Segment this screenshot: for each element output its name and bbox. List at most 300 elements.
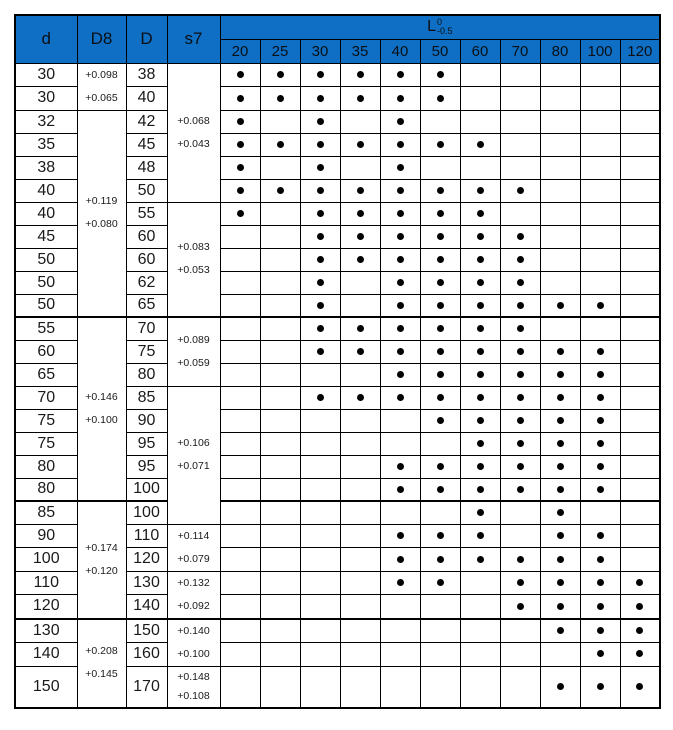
- availability-cell: [540, 87, 580, 111]
- s7-lower-tolerance: +0.092: [177, 599, 210, 612]
- availability-cell: [580, 524, 620, 548]
- availability-cell: [420, 340, 460, 363]
- availability-cell: [620, 571, 660, 595]
- availability-dot-icon: [237, 95, 244, 102]
- availability-dot-icon: [517, 463, 524, 470]
- D-value: 100: [126, 478, 167, 501]
- availability-cell: [620, 271, 660, 294]
- availability-dot-icon: [277, 71, 284, 78]
- availability-cell: [500, 501, 540, 524]
- availability-cell: [220, 571, 260, 595]
- s7-lower-tolerance: +0.108: [177, 689, 210, 702]
- availability-cell: [300, 225, 340, 248]
- availability-cell: [580, 409, 620, 432]
- availability-cell: [300, 271, 340, 294]
- availability-cell: [300, 133, 340, 156]
- availability-cell: [460, 455, 500, 478]
- d8-tolerance: [77, 619, 126, 709]
- availability-cell: [380, 501, 420, 524]
- s7-tolerance: [167, 524, 220, 571]
- availability-cell: [540, 179, 580, 202]
- availability-cell: [620, 548, 660, 572]
- availability-dot-icon: [557, 371, 564, 378]
- availability-cell: [220, 595, 260, 619]
- availability-cell: [220, 225, 260, 248]
- availability-dot-icon: [277, 187, 284, 194]
- availability-dot-icon: [477, 210, 484, 217]
- availability-dot-icon: [437, 325, 444, 332]
- table-row: [15, 110, 660, 133]
- d-value: 30: [15, 87, 77, 111]
- availability-cell: [380, 340, 420, 363]
- availability-dot-icon: [437, 556, 444, 563]
- availability-dot-icon: [557, 486, 564, 493]
- table-row: [15, 63, 660, 87]
- D-value: 40: [126, 87, 167, 111]
- d-value: 75: [15, 432, 77, 455]
- availability-cell: [340, 619, 380, 643]
- availability-dot-icon: [597, 579, 604, 586]
- s7-upper-tolerance: +0.114: [177, 529, 210, 542]
- availability-cell: [620, 386, 660, 409]
- availability-dot-icon: [437, 233, 444, 240]
- D-value: 85: [126, 386, 167, 409]
- D-value: 110: [126, 524, 167, 548]
- availability-dot-icon: [597, 302, 604, 309]
- availability-cell: [620, 340, 660, 363]
- availability-dot-icon: [397, 95, 404, 102]
- availability-cell: [420, 156, 460, 179]
- availability-cell: [500, 524, 540, 548]
- availability-dot-icon: [397, 118, 404, 125]
- availability-cell: [220, 156, 260, 179]
- s7-lower-tolerance: +0.071: [177, 460, 210, 472]
- availability-cell: [220, 63, 260, 87]
- availability-cell: [220, 619, 260, 643]
- s7-tolerance: [167, 317, 220, 386]
- D-value: 45: [126, 133, 167, 156]
- availability-cell: [500, 455, 540, 478]
- availability-dot-icon: [557, 440, 564, 447]
- availability-cell: [540, 386, 580, 409]
- availability-cell: [500, 225, 540, 248]
- availability-cell: [340, 595, 380, 619]
- availability-cell: [300, 548, 340, 572]
- d-value: 55: [15, 317, 77, 340]
- D-value: 150: [126, 619, 167, 643]
- availability-cell: [540, 133, 580, 156]
- availability-cell: [500, 478, 540, 501]
- availability-dot-icon: [237, 118, 244, 125]
- availability-dot-icon: [357, 95, 364, 102]
- availability-cell: [260, 87, 300, 111]
- availability-dot-icon: [477, 486, 484, 493]
- availability-cell: [380, 455, 420, 478]
- availability-cell: [380, 133, 420, 156]
- s7-lower-tolerance: +0.100: [177, 647, 210, 660]
- d-value: 140: [15, 642, 77, 666]
- availability-cell: [500, 548, 540, 572]
- availability-cell: [260, 363, 300, 386]
- availability-cell: [620, 87, 660, 111]
- availability-cell: [220, 87, 260, 111]
- col-header-length-60: 60: [460, 39, 500, 63]
- availability-dot-icon: [437, 71, 444, 78]
- d8-tolerance: [77, 501, 126, 619]
- availability-cell: [580, 548, 620, 572]
- availability-cell: [260, 501, 300, 524]
- availability-cell: [380, 156, 420, 179]
- availability-dot-icon: [397, 532, 404, 539]
- availability-cell: [260, 179, 300, 202]
- availability-cell: [340, 87, 380, 111]
- availability-cell: [260, 619, 300, 643]
- d-value: 30: [15, 63, 77, 87]
- availability-dot-icon: [557, 603, 564, 610]
- table-row: [15, 501, 660, 524]
- availability-cell: [540, 363, 580, 386]
- availability-dot-icon: [597, 627, 604, 634]
- d8-lower-tolerance: +0.100: [85, 414, 118, 426]
- availability-cell: [300, 595, 340, 619]
- D-value: 62: [126, 271, 167, 294]
- parts-table: [14, 14, 661, 709]
- availability-cell: [580, 432, 620, 455]
- availability-cell: [580, 595, 620, 619]
- availability-dot-icon: [437, 256, 444, 263]
- availability-cell: [220, 133, 260, 156]
- d8-upper-tolerance: +0.146: [85, 391, 118, 403]
- availability-cell: [460, 595, 500, 619]
- availability-dot-icon: [357, 256, 364, 263]
- availability-dot-icon: [517, 302, 524, 309]
- availability-dot-icon: [357, 348, 364, 355]
- availability-dot-icon: [557, 579, 564, 586]
- d8-upper-tolerance: +0.119: [85, 195, 118, 208]
- D-value: 48: [126, 156, 167, 179]
- availability-cell: [580, 455, 620, 478]
- availability-cell: [460, 642, 500, 666]
- d-value: 150: [15, 666, 77, 708]
- col-header-length-70: 70: [500, 39, 540, 63]
- availability-dot-icon: [557, 509, 564, 516]
- availability-cell: [220, 340, 260, 363]
- availability-dot-icon: [517, 187, 524, 194]
- availability-dot-icon: [477, 509, 484, 516]
- availability-dot-icon: [517, 256, 524, 263]
- availability-cell: [220, 432, 260, 455]
- availability-cell: [260, 666, 300, 708]
- availability-cell: [420, 110, 460, 133]
- availability-cell: [300, 179, 340, 202]
- s7-upper-tolerance: +0.089: [177, 333, 210, 346]
- s7-lower-tolerance: +0.043: [177, 137, 210, 150]
- availability-cell: [620, 595, 660, 619]
- availability-dot-icon: [397, 486, 404, 493]
- availability-dot-icon: [557, 417, 564, 424]
- d8-lower-tolerance: +0.080: [85, 218, 118, 231]
- availability-dot-icon: [557, 683, 564, 690]
- col-header-length-50: 50: [420, 39, 460, 63]
- availability-cell: [220, 409, 260, 432]
- availability-cell: [460, 619, 500, 643]
- availability-cell: [300, 317, 340, 340]
- D-value: 70: [126, 317, 167, 340]
- availability-dot-icon: [517, 371, 524, 378]
- availability-cell: [460, 571, 500, 595]
- availability-dot-icon: [437, 348, 444, 355]
- availability-cell: [300, 248, 340, 271]
- availability-cell: [220, 294, 260, 317]
- availability-cell: [380, 179, 420, 202]
- s7-upper-tolerance: +0.148: [177, 670, 210, 683]
- availability-cell: [540, 432, 580, 455]
- availability-cell: [380, 294, 420, 317]
- availability-cell: [620, 179, 660, 202]
- availability-dot-icon: [397, 394, 404, 401]
- availability-cell: [340, 548, 380, 572]
- availability-cell: [340, 133, 380, 156]
- availability-dot-icon: [237, 164, 244, 171]
- availability-dot-icon: [437, 302, 444, 309]
- availability-cell: [300, 409, 340, 432]
- availability-cell: [580, 225, 620, 248]
- availability-cell: [540, 642, 580, 666]
- availability-dot-icon: [237, 187, 244, 194]
- availability-cell: [380, 524, 420, 548]
- availability-cell: [580, 133, 620, 156]
- col-header-length-100: 100: [580, 39, 620, 63]
- availability-cell: [260, 225, 300, 248]
- availability-dot-icon: [397, 579, 404, 586]
- availability-dot-icon: [636, 603, 643, 610]
- d-value: 32: [15, 110, 77, 133]
- availability-cell: [380, 110, 420, 133]
- availability-cell: [580, 386, 620, 409]
- availability-dot-icon: [397, 348, 404, 355]
- availability-cell: [420, 501, 460, 524]
- availability-dot-icon: [317, 325, 324, 332]
- availability-cell: [420, 478, 460, 501]
- col-header-length-25: 25: [260, 39, 300, 63]
- availability-cell: [580, 666, 620, 708]
- availability-dot-icon: [597, 371, 604, 378]
- availability-dot-icon: [357, 187, 364, 194]
- s7-tolerance: [167, 386, 220, 524]
- col-header-length-40: 40: [380, 39, 420, 63]
- availability-dot-icon: [437, 210, 444, 217]
- availability-cell: [620, 455, 660, 478]
- D-value: 50: [126, 179, 167, 202]
- availability-cell: [260, 642, 300, 666]
- s7-tolerance: [167, 666, 220, 708]
- col-header-length-group: [220, 15, 660, 39]
- availability-cell: [420, 432, 460, 455]
- availability-cell: [260, 478, 300, 501]
- availability-dot-icon: [597, 440, 604, 447]
- d-value: 120: [15, 595, 77, 619]
- availability-cell: [340, 294, 380, 317]
- availability-cell: [220, 179, 260, 202]
- availability-cell: [340, 501, 380, 524]
- availability-cell: [260, 110, 300, 133]
- table-row: [15, 619, 660, 643]
- availability-dot-icon: [636, 683, 643, 690]
- availability-cell: [420, 642, 460, 666]
- availability-cell: [500, 317, 540, 340]
- availability-dot-icon: [317, 394, 324, 401]
- availability-dot-icon: [597, 603, 604, 610]
- availability-cell: [220, 455, 260, 478]
- availability-dot-icon: [477, 325, 484, 332]
- availability-dot-icon: [477, 187, 484, 194]
- availability-dot-icon: [317, 348, 324, 355]
- availability-cell: [500, 179, 540, 202]
- availability-cell: [380, 642, 420, 666]
- d8-upper-tolerance: +0.174: [85, 541, 118, 554]
- availability-cell: [260, 248, 300, 271]
- d8-upper-tolerance: +0.098: [85, 68, 118, 81]
- availability-cell: [340, 524, 380, 548]
- availability-cell: [340, 271, 380, 294]
- availability-dot-icon: [477, 394, 484, 401]
- s7-upper-tolerance: +0.083: [177, 241, 210, 254]
- availability-cell: [300, 202, 340, 225]
- availability-cell: [420, 363, 460, 386]
- d8-tolerance: [77, 317, 126, 501]
- availability-cell: [420, 63, 460, 87]
- availability-dot-icon: [437, 371, 444, 378]
- availability-cell: [420, 409, 460, 432]
- availability-cell: [340, 63, 380, 87]
- d-value: 45: [15, 225, 77, 248]
- availability-dot-icon: [357, 325, 364, 332]
- s7-lower-tolerance: +0.079: [177, 552, 210, 565]
- availability-cell: [540, 271, 580, 294]
- availability-cell: [340, 642, 380, 666]
- availability-cell: [300, 363, 340, 386]
- availability-dot-icon: [397, 279, 404, 286]
- availability-cell: [220, 386, 260, 409]
- availability-dot-icon: [357, 210, 364, 217]
- D-value: 160: [126, 642, 167, 666]
- availability-cell: [380, 409, 420, 432]
- availability-cell: [420, 225, 460, 248]
- availability-cell: [460, 340, 500, 363]
- availability-cell: [620, 501, 660, 524]
- availability-cell: [500, 63, 540, 87]
- table-body: [15, 63, 660, 708]
- availability-cell: [380, 63, 420, 87]
- availability-dot-icon: [477, 348, 484, 355]
- d8-tolerance: [77, 110, 126, 317]
- availability-cell: [460, 501, 500, 524]
- availability-dot-icon: [397, 164, 404, 171]
- availability-cell: [460, 248, 500, 271]
- availability-cell: [300, 524, 340, 548]
- availability-cell: [260, 432, 300, 455]
- header-row-top: [15, 15, 660, 39]
- availability-dot-icon: [477, 556, 484, 563]
- availability-dot-icon: [437, 417, 444, 424]
- availability-cell: [620, 248, 660, 271]
- availability-cell: [540, 156, 580, 179]
- availability-dot-icon: [477, 463, 484, 470]
- availability-dot-icon: [437, 141, 444, 148]
- availability-cell: [580, 248, 620, 271]
- availability-cell: [260, 156, 300, 179]
- availability-cell: [540, 595, 580, 619]
- availability-cell: [260, 271, 300, 294]
- availability-dot-icon: [397, 141, 404, 148]
- D-value: 100: [126, 501, 167, 524]
- availability-dot-icon: [397, 256, 404, 263]
- availability-dot-icon: [477, 532, 484, 539]
- availability-cell: [260, 548, 300, 572]
- availability-cell: [420, 524, 460, 548]
- availability-dot-icon: [597, 532, 604, 539]
- availability-cell: [300, 571, 340, 595]
- availability-dot-icon: [517, 394, 524, 401]
- availability-cell: [500, 156, 540, 179]
- availability-cell: [540, 571, 580, 595]
- availability-cell: [540, 524, 580, 548]
- availability-dot-icon: [477, 302, 484, 309]
- availability-dot-icon: [477, 256, 484, 263]
- availability-dot-icon: [517, 417, 524, 424]
- availability-cell: [540, 619, 580, 643]
- availability-dot-icon: [437, 579, 444, 586]
- availability-dot-icon: [317, 256, 324, 263]
- availability-dot-icon: [317, 279, 324, 286]
- availability-cell: [540, 202, 580, 225]
- availability-dot-icon: [517, 603, 524, 610]
- availability-cell: [380, 271, 420, 294]
- availability-cell: [620, 409, 660, 432]
- availability-cell: [540, 225, 580, 248]
- availability-dot-icon: [517, 440, 524, 447]
- availability-cell: [540, 340, 580, 363]
- availability-cell: [340, 156, 380, 179]
- col-header-s7: s7: [167, 15, 220, 63]
- availability-cell: [580, 501, 620, 524]
- availability-cell: [580, 202, 620, 225]
- availability-cell: [540, 501, 580, 524]
- availability-cell: [260, 340, 300, 363]
- availability-cell: [260, 386, 300, 409]
- col-header-d: d: [15, 15, 77, 63]
- d-value: 80: [15, 455, 77, 478]
- availability-cell: [620, 619, 660, 643]
- s7-tolerance: [167, 571, 220, 619]
- availability-dot-icon: [357, 141, 364, 148]
- availability-cell: [620, 666, 660, 708]
- availability-cell: [580, 179, 620, 202]
- d-value: 60: [15, 340, 77, 363]
- availability-cell: [620, 63, 660, 87]
- s7-upper-tolerance: +0.068: [177, 114, 210, 127]
- availability-cell: [460, 409, 500, 432]
- availability-cell: [420, 455, 460, 478]
- availability-cell: [220, 317, 260, 340]
- availability-cell: [380, 666, 420, 708]
- availability-cell: [300, 87, 340, 111]
- availability-dot-icon: [317, 233, 324, 240]
- availability-dot-icon: [397, 187, 404, 194]
- availability-dot-icon: [437, 95, 444, 102]
- availability-cell: [500, 432, 540, 455]
- availability-cell: [420, 271, 460, 294]
